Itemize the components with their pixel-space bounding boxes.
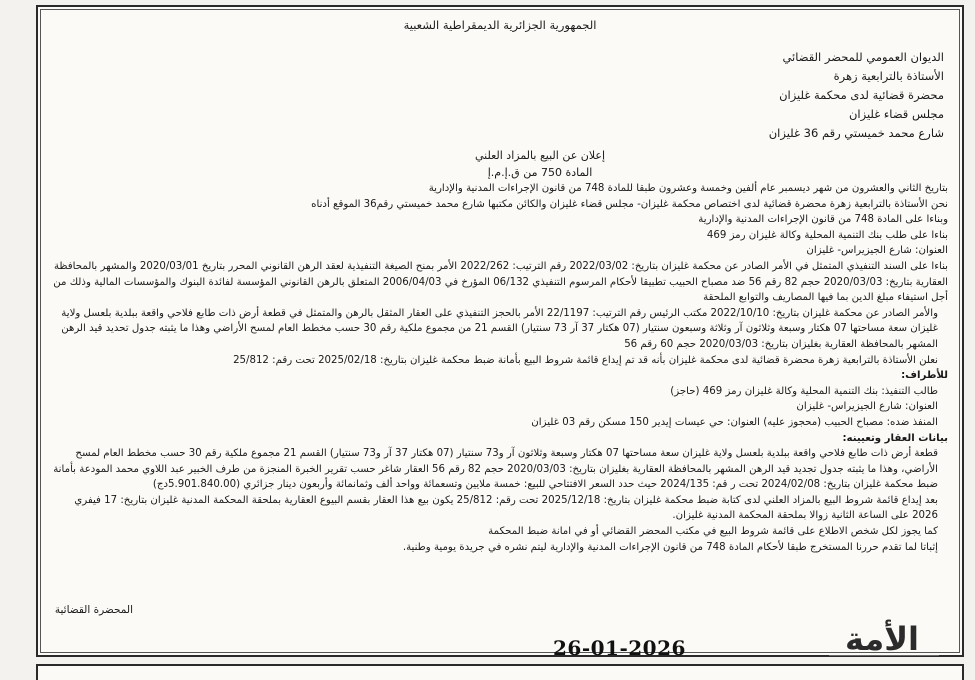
paragraph: بتاريخ الثاني والعشرون من شهر ديسمبر عام ألفين وخمسة وعشرون طبقا للمادة 748 من قانون الإجراءات المدنية والإدارية (428, 183, 948, 194)
header-line: محضرة قضائية لدى محكمة غليزان (779, 88, 944, 102)
closing-line: كما يجوز لكل شخص الاطلاع على قائمة شروط البيع في مكتب المحضر القضائي أو في امانة ضبط المحكمة (488, 526, 938, 538)
newspaper-logo (819, 621, 945, 661)
party-line: العنوان: شارع الجيزيراس- غليزان (796, 401, 938, 413)
party-line: طالب التنفيذ: بنك التنمية المحلية وكالة غليزان رمز 469 (حاجز) (670, 385, 938, 397)
office-header (48, 48, 952, 143)
paragraph: نعلن الأستاذة بالترابعية زهرة محضرة قضائية لدى محكمة غليزان بأنه قد تم إيداع قائمة شروط البيع بأمانة ضبط محكمة غليزان بتاريخ: 2025/02/18 تحت رقم: 25/812 (233, 354, 938, 366)
newspaper-logo-text: الأمة (844, 620, 919, 658)
header-line: الديوان العمومي للمحضر القضائي (782, 50, 944, 64)
header-line: مجلس قضاء غليزان (848, 107, 944, 121)
republic-title: الجمهورية الجزائرية الديمقراطية الشعبية (403, 18, 597, 32)
sale-details: بعد إيداع قائمة شروط البيع بالمزاد العلني لدى كتابة ضبط محكمة غليزان بتاريخ: 2025/12/18 تحت رقم: 25/812 يكون بيع هذا العقار بقسم البيوع العقارية بملحقة المحكمة المدنية غليزان بتاريخ: 17 فيفري 2026 على الساعة الثانية زوالا بملحقة المحكمة المدنية غليزان. (74, 494, 938, 522)
notice-heading (48, 147, 952, 181)
notice-article: المادة 750 من ق.إ.م.إ (487, 166, 593, 179)
paragraph: بناءا على السند التنفيذي المتمثل في الأمر الصادر عن محكمة غليزان بتاريخ: 2022/03/02 رقم الترتيب: 2022/262 الأمر بمنح الصيغة التنفيذية لعقد الرهن القانوني المحرر بتاريخ 2020/03/01 والمشهر بالمحافظة العقارية بتاريخ: 2020/03/03 حجم 82 رقم 56 ضد مصباح الحبيب تطبيقا لأحكام المرسوم التنفيذي 06/132 المؤرخ في 2006/04/03 المتعلق بالرهن القانوني المؤسسة لفائدة البنوك والمؤسسات المالية وذلك من أجل استيفاء مبلغ الدين بما فيها المصاريف والتوابع الملحقة (53, 260, 948, 304)
header-line: الأستاذة بالترابعية زهرة (833, 69, 944, 83)
closing-line: إثباتا لما تقدم حررنا المستخرج طبقا لأحكام المادة 748 من قانون الإجراءات المدنية والإدارية ليتم نشره في جريدة يومية وطنية. (402, 541, 938, 553)
parties-label: للأطراف: (901, 370, 948, 382)
property-description: قطعة أرض ذات طابع فلاحي واقعة ببلدية بلعسل ولاية غليزان سعة مساحتها 07 هكتار وسبعة وثلاثون آر و73 سنتيار (07 هكتار 37 آر و73 سنتيار) القسم 21 مجموع ملكية رقم 30 حسب مخطط العام لمسح الأراضي، وهذا ما يثبته جدول تجديد قيد الرهن المشهر بالمحافظة العقارية بغليزان بتاريخ: 2020/03/03 حجم 82 رقم 56 العقار شاغر حسب تقرير الخبرة المنجزة من طرف الخبير عبد اللاوي محمد المودعة بأمانة ضبط محكمة غليزان بتاريخ: 2024/02/08 تحت ر قم: 2024/135 حيث حدد السعر الافتتاحي للبيع: خمسة ملايين وتسعمائة وواحد ألف وثمانمائة وأربعون دينار جزائري (5.901.840.00دج) (53, 448, 938, 491)
notice-body (48, 181, 952, 555)
paragraph: العنوان: شارع الجيزيراس- غليزان (806, 245, 948, 257)
publication-date: 26-01-2026 (553, 636, 686, 660)
logo-underline (829, 655, 939, 659)
party-line: المنفذ ضده: مصباح الحبيب (محجوز عليه) العنوان: حي عيسات إيدير 150 مسكن رقم 03 غليزان (531, 416, 938, 428)
property-label: بيانات العقار وتعيينه: (842, 432, 948, 444)
paragraph: بناءا على طلب بنك التنمية المحلية وكالة غليزان رمز 469 (706, 229, 948, 241)
paragraph: والأمر الصادر عن محكمة غليزان بتاريخ: 2022/10/10 مكتب الرئيس رقم الترتيب: 22/1197 الأمر بالحجز التنفيذي على العقار المثقل بالرهن والمتمثل في قطعة أرض ذات طابع فلاحي واقعة ببلدية بلعسل ولاية غليزان سعة مساحتها 07 هكتار وسبعة وثلاثون آر وثلاثة وسبعون سنتيار (07 هكتار 37 آر 73 سنتيار) القسم 21 من مجموع ملكية رقم 30 حسب مخطط العام لمسح الأراضي وهذا ما يثبته جدول تحديد قيد الرهن المشهر بالمحافظة العقارية بغليزان بتاريخ: 2020/03/03 حجم 60 رقم 56 (61, 307, 938, 350)
header-line: شارع محمد خميستي رقم 36 غليزان (768, 126, 944, 140)
notice-content (48, 18, 952, 555)
paragraph: وبناءا على المادة 748 من قانون الإجراءات المدنية والإدارية (698, 214, 948, 226)
notice-title: إعلان عن البيع بالمزاد العلني (474, 149, 606, 162)
paragraph: نحن الأستاذة بالترابعية زهرة محضرة قضائية لدى اختصاص محكمة غليزان- مجلس قضاء غليزان والكائن مكتبها شارع محمد خميستي رقم36 الموقع أدناه (311, 198, 948, 210)
next-notice-edge (36, 664, 964, 680)
bailiff-signature-label: المحضرة القضائية (54, 604, 133, 616)
